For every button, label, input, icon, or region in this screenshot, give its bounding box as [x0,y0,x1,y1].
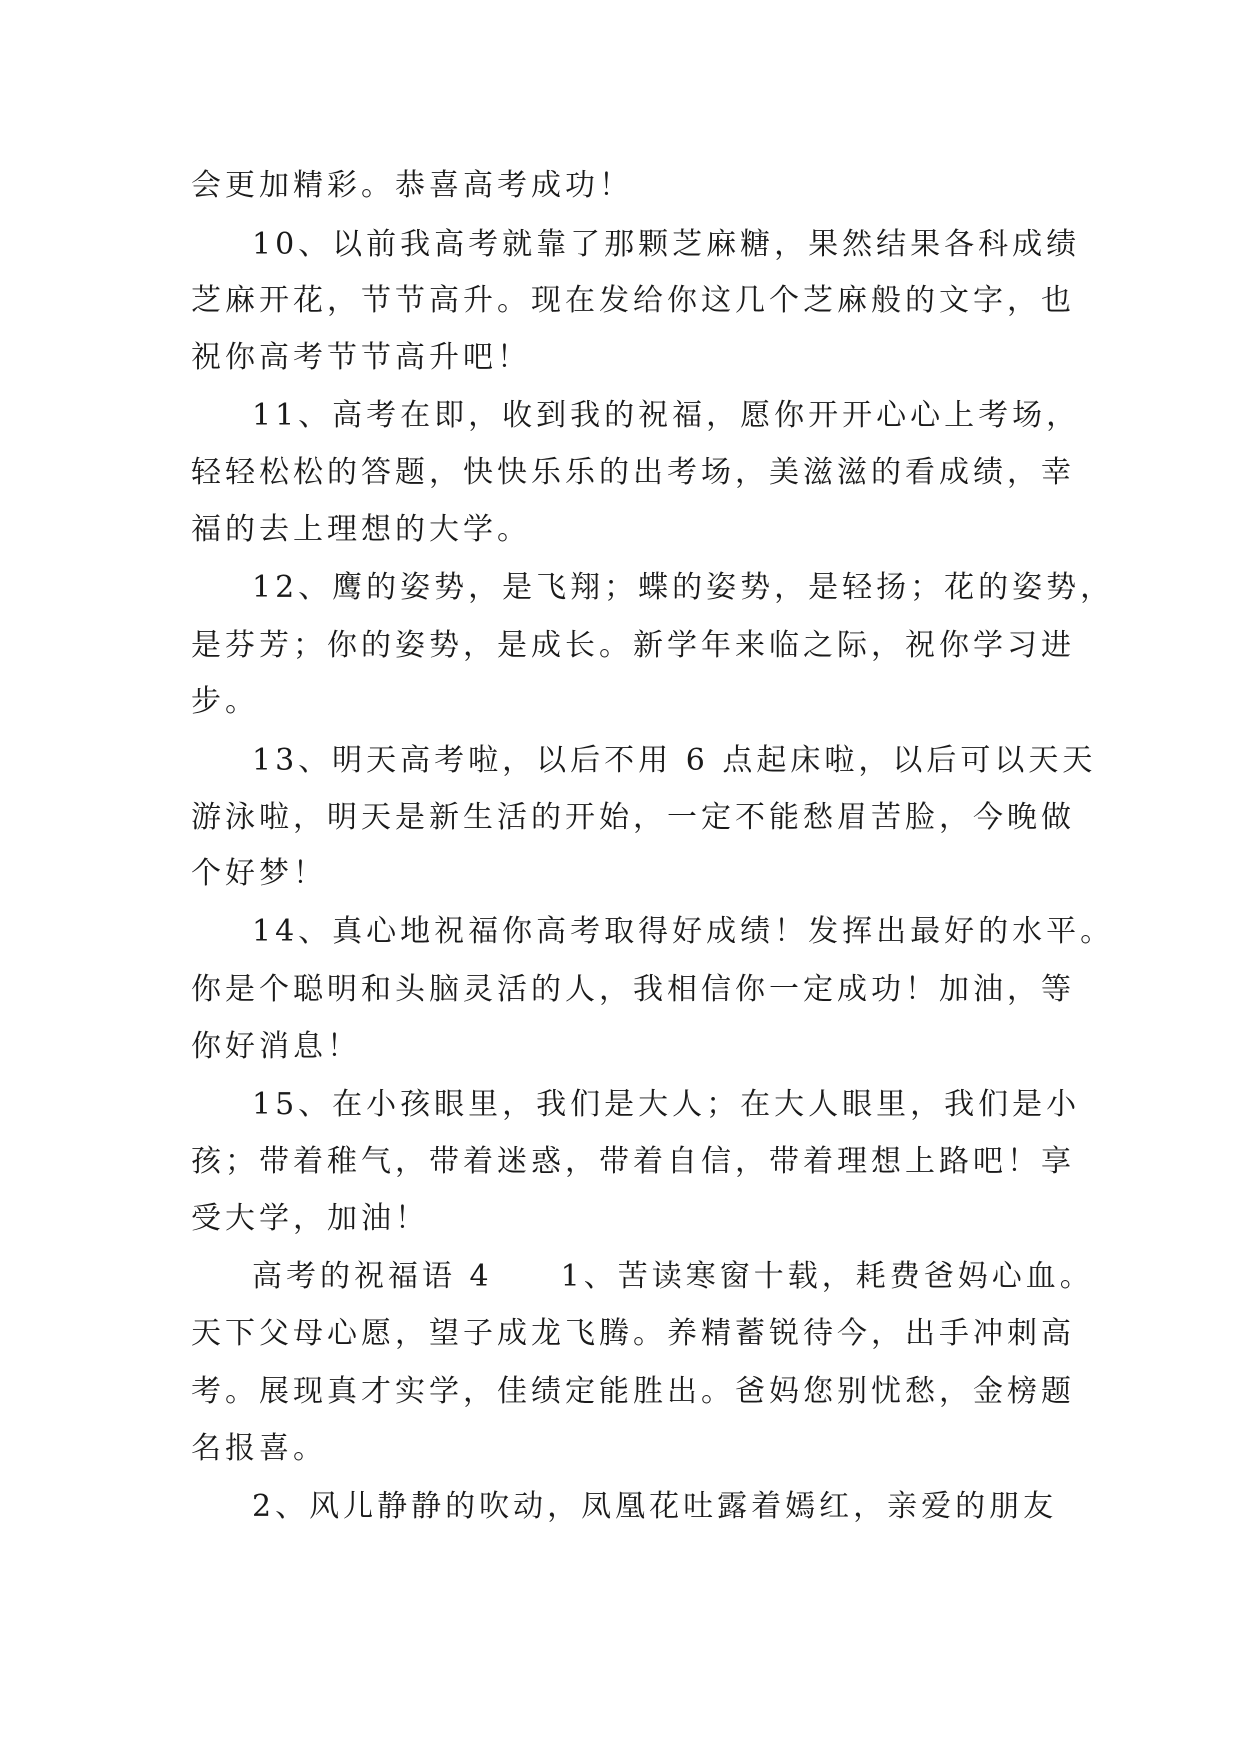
section-heading-line: 高考的祝福语 4 1、苦读寒窗十载，耗费爸妈心血。 [252,1259,1094,1294]
text-line: 天下父母心愿，望子成龙飞腾。养精蓄锐待今，出手冲刺高 [191,1316,1075,1351]
text-line: 个好梦！ [191,856,327,891]
text-line: 会更加精彩。恭喜高考成功！ [191,168,633,203]
text-line: 芝麻开花，节节高升。现在发给你这几个芝麻般的文字，也 [191,283,1075,318]
text-line: 祝你高考节节高升吧！ [191,340,531,375]
text-line: 14、真心地祝福你高考取得好成绩！发挥出最好的水平。 [252,914,1115,949]
text-line: 步。 [191,684,259,719]
text-line: 15、在小孩眼里，我们是大人；在大人眼里，我们是小 [252,1087,1081,1122]
text-line: 13、明天高考啦，以后不用 6 点起床啦，以后可以天天 [252,743,1097,778]
text-line: 受大学，加油！ [191,1201,429,1236]
text-line: 轻轻松松的答题，快快乐乐的出考场，美滋滋的看成绩，幸 [191,455,1075,490]
text-line: 名报喜。 [191,1431,327,1466]
text-line: 你是个聪明和头脑灵活的人，我相信你一定成功！加油，等 [191,972,1075,1007]
text-line: 12、鹰的姿势，是飞翔；蝶的姿势，是轻扬；花的姿势， [252,570,1115,605]
text-line: 考。展现真才实学，佳绩定能胜出。爸妈您别忧愁，金榜题 [191,1374,1075,1409]
text-line: 你好消息！ [191,1029,361,1064]
text-line: 是芬芳；你的姿势，是成长。新学年来临之际，祝你学习进 [191,628,1075,663]
text-line: 游泳啦，明天是新生活的开始，一定不能愁眉苦脸，今晚做 [191,800,1075,835]
text-line: 孩；带着稚气，带着迷惑，带着自信，带着理想上路吧！享 [191,1144,1075,1179]
text-line: 2、风儿静静的吹动，凤凰花吐露着嫣红，亲爱的朋友 [252,1489,1058,1524]
text-line: 11、高考在即，收到我的祝福，愿你开开心心上考场， [252,398,1081,433]
text-line: 福的去上理想的大学。 [191,512,531,547]
text-line: 10、以前我高考就靠了那颗芝麻糖，果然结果各科成绩 [252,227,1081,262]
